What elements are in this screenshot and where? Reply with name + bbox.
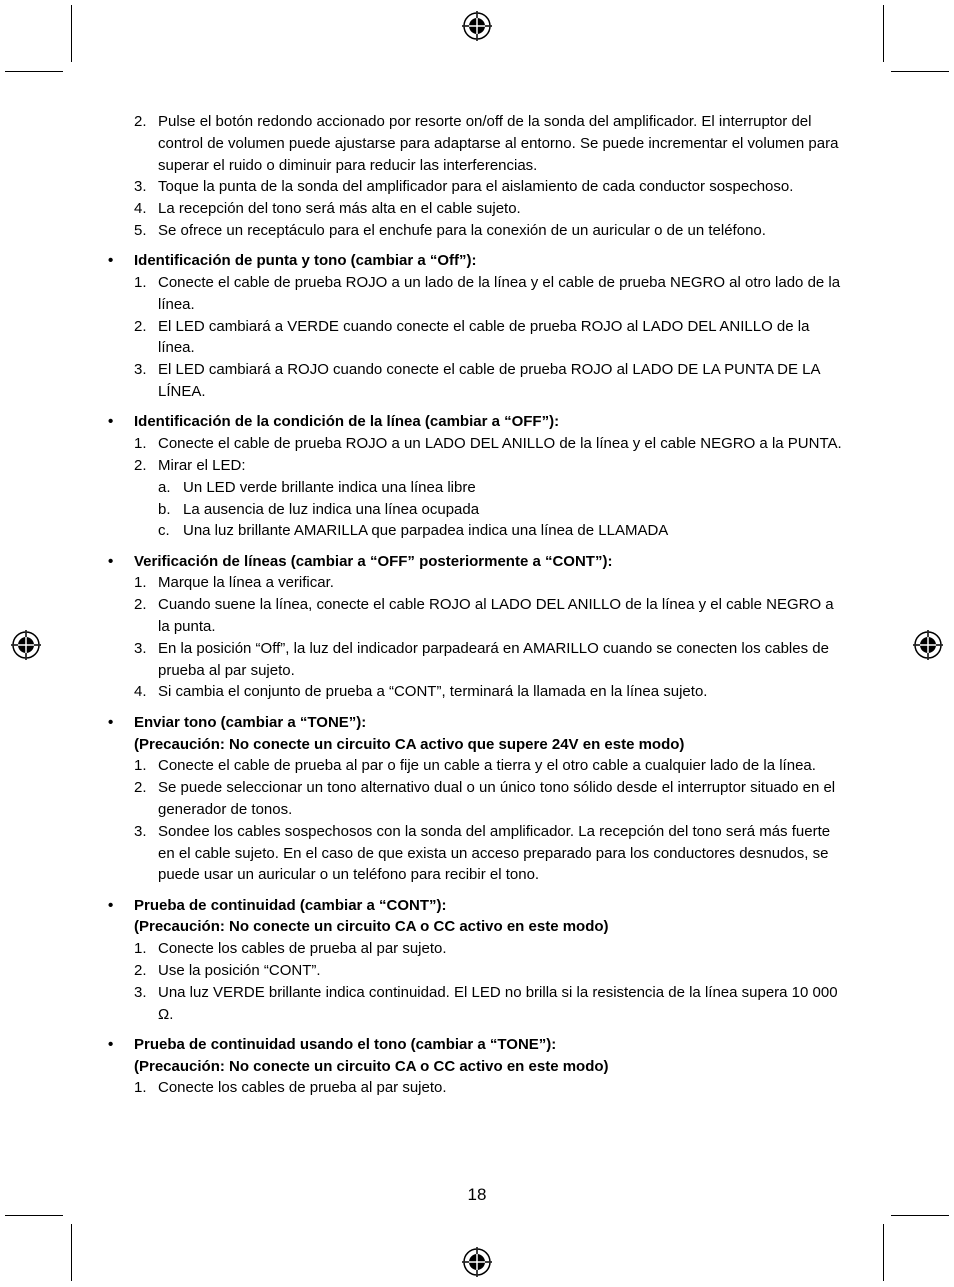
list-item (108, 572, 848, 594)
registration-mark-icon (462, 11, 492, 41)
list-item-number: 2. (134, 596, 147, 614)
section-heading-text: (Precaución: No conecte un circuito CA o CC activo en este modo) (134, 1057, 609, 1075)
sub-list-item (108, 499, 848, 521)
list-item-text: Conecte los cables de prueba al par sujeto. (158, 1079, 447, 1097)
list-item (108, 638, 848, 682)
list-item-number: 2. (134, 113, 147, 130)
list-item-text: Use la posición “CONT”. (158, 961, 321, 979)
section-heading-text: Identificación de punta y tono (cambiar a “Off”): (134, 252, 477, 270)
list-item-number: 5. (134, 221, 147, 239)
list-item (108, 755, 848, 777)
list-item-text: Sondee los cables sospechosos con la sonda del amplificador. La recepción del tono será más fuerte en el cable sujeto. En el caso de que exista un acceso preparado para los conductores desnudos, se puede usar un auricular o un teléfono para recibir el tono. (158, 822, 831, 884)
crop-mark (891, 1215, 949, 1216)
bullet-icon: • (108, 896, 114, 914)
list-item-number: 2. (134, 456, 147, 474)
registration-mark-icon (11, 630, 41, 660)
section-heading-text: Verificación de líneas (cambiar a “OFF” posteriormente a “CONT”): (134, 552, 613, 570)
section-heading (108, 1056, 848, 1078)
list-item-text: El LED cambiará a ROJO cuando conecte el cable de prueba ROJO al LADO DE LA PUNTA DE LA LÍNEA. (158, 361, 820, 401)
list-item-text: Conecte el cable de prueba al par o fije un cable a tierra y el otro cable a cualquier lado de la línea. (158, 757, 816, 775)
list-item-number: 3. (134, 639, 147, 657)
manual-section (108, 551, 848, 704)
bullet-icon: • (108, 713, 114, 731)
section-heading-text: Prueba de continuidad (cambiar a “CONT”): (134, 896, 447, 914)
list-item-text: Marque la línea a verificar. (158, 574, 334, 592)
list-item-number: 3. (134, 178, 147, 196)
section-heading-text: Prueba de continuidad usando el tono (cambiar a “TONE”): (134, 1035, 557, 1053)
sub-list-item-letter: a. (158, 478, 171, 496)
sub-list-item-letter: c. (158, 522, 170, 540)
section-heading (108, 734, 848, 756)
list-item (108, 960, 848, 982)
sub-list-item-text: Una luz brillante AMARILLA que parpadea indica una línea de LLAMADA (183, 522, 669, 540)
list-item-text: Conecte el cable de prueba ROJO a un lado de la línea y el cable de prueba NEGRO al otro lado de la línea. (158, 274, 841, 313)
list-item-text: Una luz VERDE brillante indica continuidad. El LED no brilla si la resistencia de la línea supera 10 000 Ω. (158, 983, 838, 1023)
list-item-number: 3. (134, 983, 147, 1001)
bullet-icon: • (108, 552, 114, 570)
list-item (108, 938, 848, 960)
registration-mark-icon (462, 1247, 492, 1277)
sub-list-item (108, 520, 848, 542)
manual-body (108, 111, 848, 1108)
bullet-icon: • (108, 413, 114, 431)
bullet-icon: • (108, 1035, 114, 1053)
registration-mark-icon (913, 630, 943, 660)
bullet-icon: • (108, 252, 114, 270)
list-item-number: 1. (134, 435, 147, 453)
list-item (108, 198, 848, 220)
list-item (108, 220, 848, 242)
list-item-number: 4. (134, 200, 147, 218)
list-item-text: Se ofrece un receptáculo para el enchufe para la conexión de un auricular o de un teléfono. (158, 221, 766, 239)
list-item-text: Si cambia el conjunto de prueba a “CONT”, terminará la llamada en la línea sujeto. (158, 683, 708, 701)
list-item (108, 455, 848, 477)
manual-section (108, 712, 848, 886)
list-item (108, 359, 848, 403)
list-item (108, 777, 848, 821)
section-heading (108, 916, 848, 938)
list-item-text: En la posición “Off”, la luz del indicador parpadeará en AMARILLO cuando se conecten los cables de prueba al par sujeto. (158, 639, 829, 679)
list-item-number: 3. (134, 361, 147, 379)
list-item-text: Se puede seleccionar un tono alternativo dual o un único tono sólido desde el interruptor situado en el generador de tonos. (158, 779, 836, 818)
list-item-number: 1. (134, 1079, 147, 1097)
manual-section (108, 411, 848, 542)
manual-section (108, 1034, 848, 1099)
list-item (108, 433, 848, 455)
list-item (108, 176, 848, 198)
section-heading (108, 551, 848, 573)
crop-mark (883, 1224, 884, 1281)
section-heading (108, 250, 848, 272)
page-number: 18 (467, 1185, 487, 1204)
list-item (108, 821, 848, 886)
list-item (108, 111, 848, 176)
list-item-text: Pulse el botón redondo accionado por resorte on/off de la sonda del amplificador. El interruptor del control de volumen puede ajustarse para adaptarse al entorno. Se puede incrementar el volumen para superar el ruido o diminuir para reducir las interferencias. (158, 113, 839, 174)
sub-list-item-text: La ausencia de luz indica una línea ocupada (183, 500, 480, 518)
list-item-text: El LED cambiará a VERDE cuando conecte el cable de prueba ROJO al LADO DEL ANILLO de la línea. (158, 317, 810, 357)
sub-list-item-text: Un LED verde brillante indica una línea libre (183, 478, 476, 496)
list-item-number: 1. (134, 940, 147, 958)
sub-list-item-letter: b. (158, 500, 171, 518)
list-item-text: Cuando suene la línea, conecte el cable ROJO al LADO DEL ANILLO de la línea y el cable NEGRO a la punta. (158, 596, 834, 636)
list-item (108, 594, 848, 638)
list-item-number: 2. (134, 961, 147, 979)
list-item (108, 316, 848, 360)
list-item-number: 2. (134, 779, 147, 797)
manual-section (108, 895, 848, 1026)
crop-mark (883, 5, 884, 62)
list-item (108, 1077, 848, 1099)
crop-mark (891, 71, 949, 72)
crop-mark (5, 71, 63, 72)
list-item-text: Toque la punta de la sonda del amplificador para el aislamiento de cada conductor sospechoso. (158, 178, 794, 196)
list-item-number: 1. (134, 274, 147, 292)
list-item (108, 982, 848, 1026)
section-heading (108, 1034, 848, 1056)
section-heading-text: (Precaución: No conecte un circuito CA o CC activo en este modo) (134, 918, 609, 936)
list-item-number: 1. (134, 757, 147, 775)
section-heading-text: Identificación de la condición de la línea (cambiar a “OFF”): (134, 413, 560, 431)
list-item-text: Mirar el LED: (158, 456, 246, 474)
section-heading (108, 712, 848, 734)
manual-section (108, 111, 848, 242)
list-item (108, 681, 848, 703)
list-item-number: 1. (134, 574, 147, 592)
section-heading-text: (Precaución: No conecte un circuito CA activo que supere 24V en este modo) (134, 735, 685, 753)
section-heading (108, 411, 848, 433)
list-item-number: 2. (134, 317, 147, 335)
list-item (108, 272, 848, 316)
manual-section (108, 250, 848, 403)
crop-mark (5, 1215, 63, 1216)
list-item-text: La recepción del tono será más alta en el cable sujeto. (158, 200, 521, 218)
list-item-text: Conecte los cables de prueba al par sujeto. (158, 940, 447, 958)
list-item-text: Conecte el cable de prueba ROJO a un LADO DEL ANILLO de la línea y el cable NEGRO a la PUNTA. (158, 435, 842, 453)
list-item-number: 4. (134, 683, 147, 701)
sub-list-item (108, 477, 848, 499)
crop-mark (71, 5, 72, 62)
crop-mark (71, 1224, 72, 1281)
list-item-number: 3. (134, 822, 147, 840)
section-heading (108, 895, 848, 917)
section-heading-text: Enviar tono (cambiar a “TONE”): (134, 713, 367, 731)
